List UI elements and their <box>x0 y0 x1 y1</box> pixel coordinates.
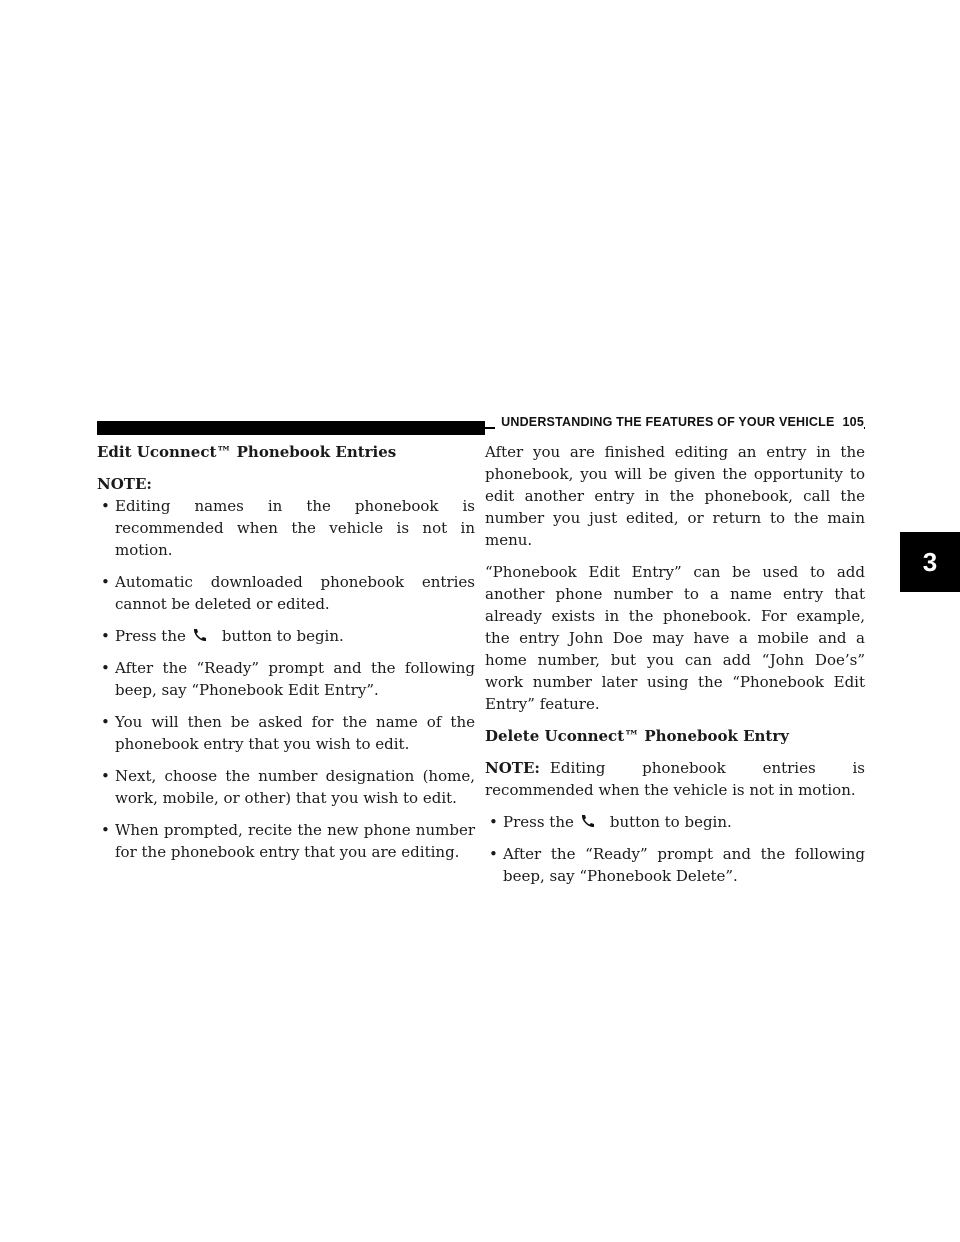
phone-icon <box>580 814 596 828</box>
section-heading-delete: Delete Uconnect™ Phonebook Entry <box>485 727 789 745</box>
list-item: • Editing names in the phonebook is recommended when the vehicle is not in motion. <box>97 495 475 561</box>
delete-steps-list <box>485 811 865 887</box>
list-item: • Automatic downloaded phonebook entries cannot be deleted or edited. <box>97 571 475 615</box>
phone-icon <box>192 628 208 642</box>
note-text: Editing phonebook entries is recommended when the vehicle is not in motion. <box>485 759 865 799</box>
section-title: UNDERSTANDING THE FEATURES OF YOUR VEHICLE <box>501 415 835 429</box>
running-header <box>495 415 864 429</box>
note-label: NOTE: <box>485 759 540 777</box>
press-text: Press the <box>503 813 574 831</box>
list-item <box>485 811 865 833</box>
press-text: Press the <box>115 627 186 645</box>
list-item: • You will then be asked for the name of the phonebook entry that you wish to edit. <box>97 711 475 755</box>
paragraph: After you are finished editing an entry in the phonebook, you will be given the opportunity to edit another entry in the phonebook, call the number you just edited, or return to the main menu. <box>485 443 865 549</box>
page-number: 105 <box>842 415 864 429</box>
chapter-tab: 3 <box>900 532 960 592</box>
note-label: NOTE: <box>97 475 152 493</box>
list-item <box>97 625 475 647</box>
edit-steps-list <box>97 495 475 863</box>
list-item: • After the “Ready” prompt and the following beep, say “Phonebook Edit Entry”. <box>97 657 475 701</box>
left-column <box>97 441 475 873</box>
right-column <box>485 441 865 897</box>
paragraph: “Phonebook Edit Entry” can be used to add another phone number to a name entry that already exists in the phonebook. For example, the entry John Doe may have a mobile and a home number, but you can add “John Doe’s” work number later using the “Phonebook Edit Entry” feature. <box>485 563 865 713</box>
list-item: • After the “Ready” prompt and the following beep, say “Phonebook Delete”. <box>485 843 865 887</box>
list-item: • When prompted, recite the new phone number for the phonebook entry that you are editing. <box>97 819 475 863</box>
begin-text: button to begin. <box>221 627 344 645</box>
list-item: • Next, choose the number designation (home, work, mobile, or other) that you wish to edit. <box>97 765 475 809</box>
begin-text: button to begin. <box>609 813 732 831</box>
section-heading-edit: Edit Uconnect™ Phonebook Entries <box>97 443 397 461</box>
note-paragraph <box>485 757 865 801</box>
header-bar <box>97 421 485 435</box>
